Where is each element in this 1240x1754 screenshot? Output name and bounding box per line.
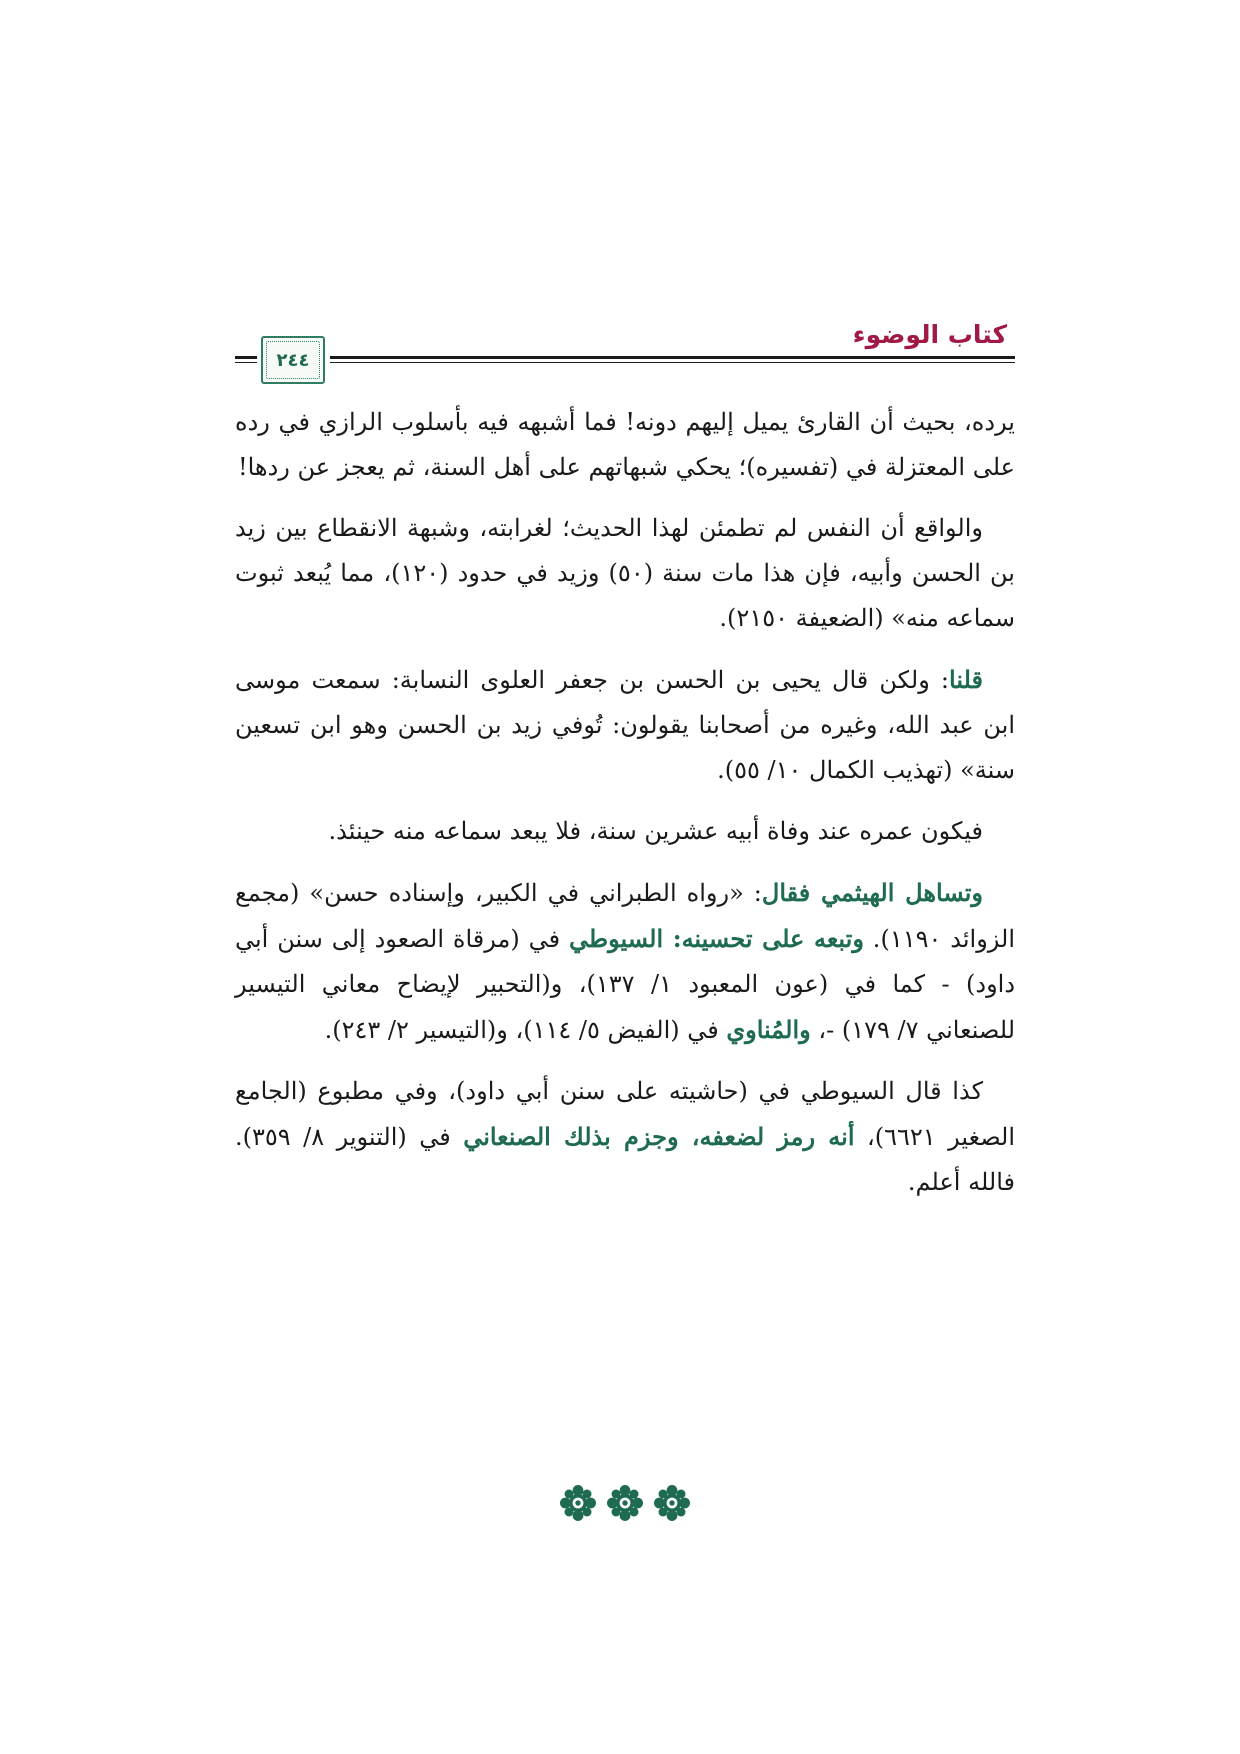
highlight-suyuti: وتبعه على تحسينه: السيوطي — [568, 924, 864, 953]
text-segment: يرده، بحيث أن القارئ يميل إليهم دونه! فما أشبهه فيه بأسلوب الرازي في رده على المعتزلة في (تفسيره)؛ يحكي شبهاتهم على أهل السنة، ثم يعجز عن ردها! — [235, 408, 1015, 481]
header-rule — [330, 356, 1015, 359]
ornament-flower-icon — [560, 1485, 596, 1521]
text-segment: : ولكن قال يحيى بن الحسن بن جعفر العلوى النسابة: سمعت موسى ابن عبد الله، وغيره من أصحابنا يقولون: تُوفي زيد بن الحسن وهو ابن تسعين سنة» (تهذيب الكمال ١٠/ ٥٥). — [235, 666, 1015, 784]
text-segment: فيكون عمره عند وفاة أبيه عشرين سنة، فلا يبعد سماعه منه حينئذ. — [328, 817, 983, 845]
paragraph-1 — [235, 400, 1015, 490]
paragraph-3 — [235, 657, 1015, 793]
header-rule-left-thin — [235, 362, 257, 363]
ornament-flower-icon — [607, 1485, 643, 1521]
body-text — [235, 400, 1015, 1221]
text-segment: : «رواه الطبراني في الكبير، وإسناده حسن» (مجمع الزوائد ١١٩٠). — [235, 879, 1016, 953]
highlight-haythami: وتساهل الهيثمي فقال — [761, 878, 983, 907]
highlight-munawi: والمُناوي — [726, 1015, 811, 1044]
text-segment: كذا قال السيوطي في (حاشيته على سنن أبي داود)، وفي مطبوع (الجامع الصغير ٦٦٢١)، — [235, 1077, 1016, 1151]
text-segment: والواقع أن النفس لم تطمئن لهذا الحديث؛ لغرابته، وشبهة الانقطاع بين زيد بن الحسن وأبيه، فإن هذا مات سنة (٥٠) وزيد في حدود (١٢٠)، مما يُبعد ثبوت سماعه منه» (الضعيفة ٢١٥٠). — [235, 514, 1015, 632]
text-segment: في (الفيض ٥/ ١١٤)، و(التيسير ٢/ ٢٤٣). — [324, 1016, 727, 1044]
page-header — [235, 318, 1015, 388]
book-title: كتاب الوضوء — [852, 320, 1007, 349]
paragraph-6 — [235, 1069, 1015, 1205]
ornament-flower-icon — [654, 1485, 690, 1521]
page-number-frame — [261, 336, 325, 384]
paragraph-4 — [235, 809, 1015, 854]
highlight-qulna: قلنا — [949, 665, 983, 694]
text-segment: في (التنوير ٨/ ٣٥٩). فالله أعلم. — [235, 1123, 1015, 1196]
text-segment: في (مرقاة الصعود إلى سنن أبي داود) - كما في (عون المعبود ١/ ١٣٧)، و(التحبير لإيضاح معاني التيسير للصنعاني ٧/ ١٧٩) -، — [235, 925, 1016, 1044]
section-end-ornaments — [560, 1483, 690, 1523]
header-rule-left — [235, 356, 257, 359]
page-number: ٢٤٤ — [276, 349, 310, 371]
paragraph-2 — [235, 506, 1015, 641]
header-rule-thin — [330, 362, 1015, 363]
paragraph-5 — [235, 870, 1015, 1053]
highlight-sanani: أنه رمز لضعفه، وجزم بذلك الصنعاني — [463, 1122, 855, 1151]
